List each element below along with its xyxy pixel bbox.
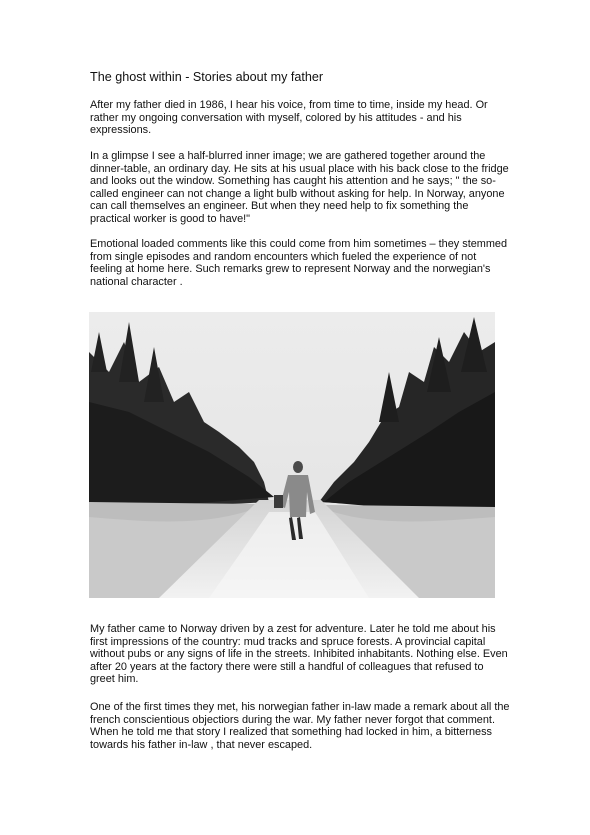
photograph-man-walking-on-snowy-road <box>89 312 495 598</box>
paragraph-1: After my father died in 1986, I hear his voice, from time to time, inside my head. Or rather my ongoing conversation with myself, colored by his attitudes - and his expressions. <box>90 99 488 137</box>
paragraph-5: One of the first times they met, his norwegian father in-law made a remark about all the french conscientious objectiors during the war. My father never forgot that comment. When he told me that story I realized that something had locked in him, a bitterness towards his father in-law , that never escaped. <box>90 701 510 751</box>
paragraph-4: My father came to Norway driven by a zest for adventure. Later he told me about his first impressions of the country: mud tracks and spruce forests. A provincial capital without pubs or any signs of life in the streets. Inhibited inhabitants. Nothing else. Even after 20 years at the factory there were still a handful of colleagues that refused to greet him. <box>90 623 508 686</box>
document-title: The ghost within - Stories about my father <box>90 70 324 84</box>
photo-illustration <box>89 312 495 598</box>
paragraph-2: In a glimpse I see a half-blurred inner image; we are gathered together around the dinner-table, an ordinary day. He sits at his usual place with his back close to the fridge and looks out the window. Something has caught his attention and he says; " the so-called engineer can not change a light bulb without asking for help. In Norway, anyone can call themselves an engineer. But when they need help to fix something the practical worker is good to have!" <box>90 150 509 225</box>
paragraph-3: Emotional loaded comments like this could come from him sometimes – they stemmed from single episodes and random encounters which fueled the experience of not feeling at home here. Such remarks grew to represent Norway and the norwegian's national character . <box>90 238 508 288</box>
